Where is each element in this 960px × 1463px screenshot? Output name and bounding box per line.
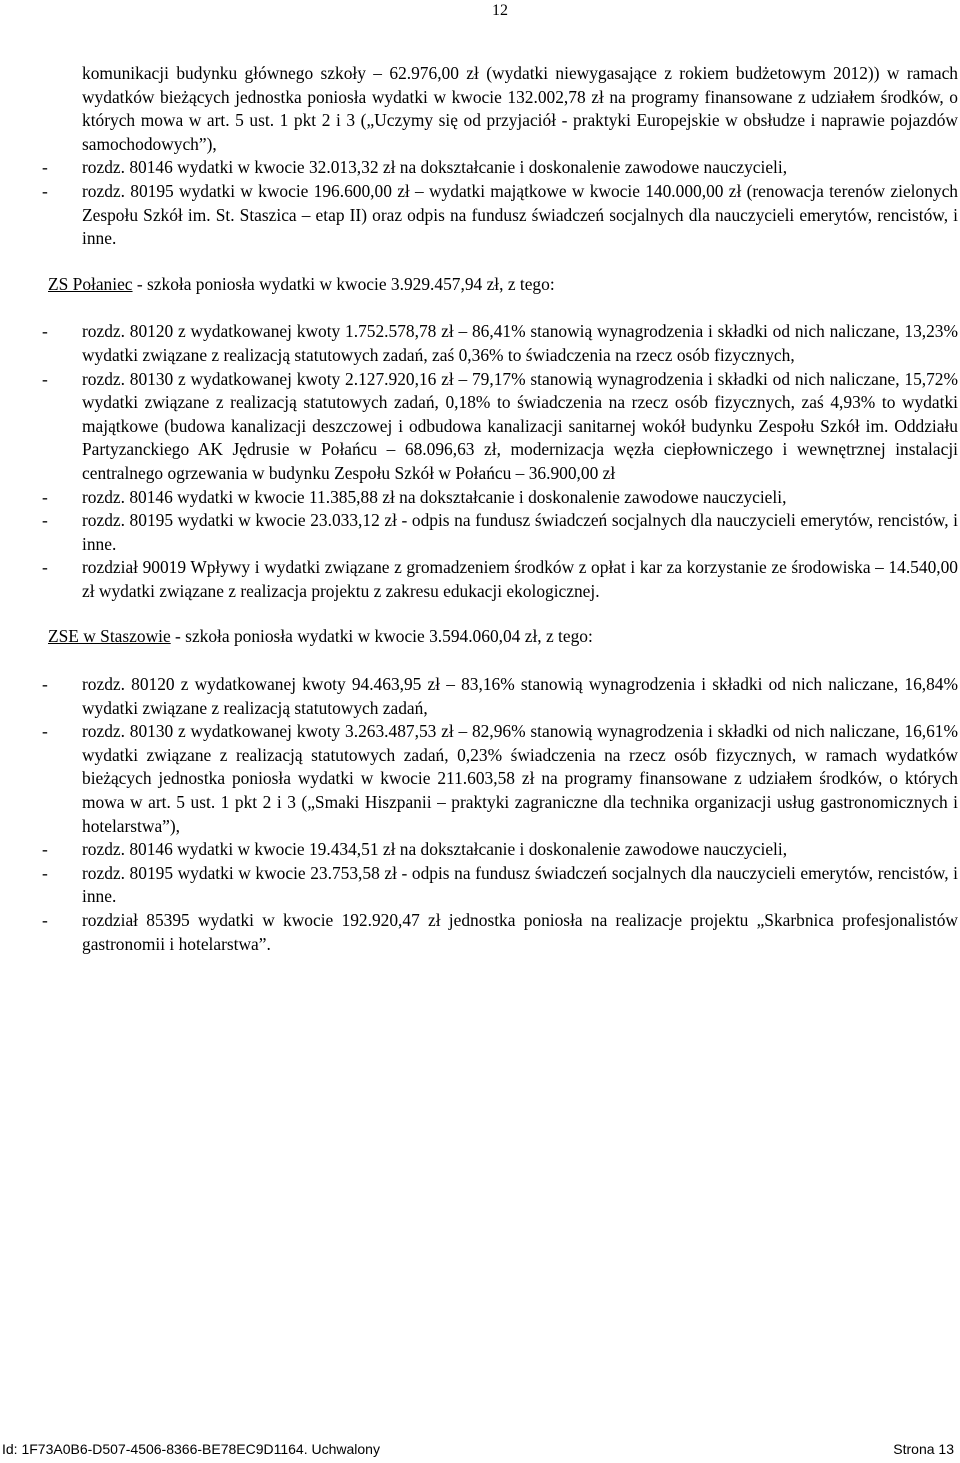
- list-item: - rozdz. 80146 wydatki w kwocie 19.434,51 zł na dokształcanie i doskonalenie zawodowe nauczycieli,: [40, 838, 958, 862]
- section2-list: [40, 673, 958, 956]
- page-number: 12: [492, 2, 508, 19]
- school-name: ZS Połaniec: [48, 273, 133, 294]
- list-item: - rozdz. 80130 z wydatkowanej kwoty 2.127.920,16 zł – 79,17% stanowią wynagrodzenia i składki od nich naliczane, 15,72% wydatki związane z realizacją statutowych zadań, 0,18% to świadczenia na rzecz osób fizycznych, zaś 4,93% to wydatki majątkowe (budowa kanalizacji deszczowej i odbudowa kanalizacji sanitarnej wokół budynku Zespołu Szkół im. Oddziału Partyzanckiego AK Jędrusie w Połańcu – 68.096,63 zł, modernizacja węzła ciepłowniczego i wewnętrznej instalacji centralnego ogrzewania w budynku Zespołu Szkół w Połańcu – 36.900,00 zł: [40, 368, 958, 486]
- section-heading-zse-staszow: [48, 625, 958, 649]
- list-item: - rozdz. 80146 wydatki w kwocie 11.385,88 zł na dokształcanie i doskonalenie zawodowe nauczycieli,: [40, 486, 958, 510]
- section-summary: - szkoła poniosła wydatki w kwocie 3.594.060,04 zł, z tego:: [170, 626, 593, 647]
- footer-page-number: Strona 13: [893, 1441, 954, 1457]
- intro-paragraph: komunikacji budynku głównego szkoły – 62.976,00 zł (wydatki niewygasające z rokiem budżetowym 2012)) w ramach wydatków bieżących jednostka poniosła wydatki w kwocie 132.002,78 zł na programy finansowane z udziałem środków, o których mowa w art. 5 ust. 1 pkt 2 i 3 („Uczymy się od przyjaciół - praktyki Europejskie w obsłudze i naprawie pojazdów samochodowych”),: [82, 63, 958, 154]
- section1-list: [40, 320, 958, 603]
- list-item: - rozdz. 80195 wydatki w kwocie 196.600,00 zł – wydatki majątkowe w kwocie 140.000,00 zł (renowacja terenów zielonych Zespołu Szkół im. St. Staszica – etap II) oraz odpis na fundusz świadczeń socjalnych dla nauczycieli emerytów, rencistów, i inne.: [40, 180, 958, 251]
- list-item: - rozdz. 80195 wydatki w kwocie 23.753,58 zł - odpis na fundusz świadczeń socjalnych dla nauczycieli emerytów, rencistów, i inne.: [40, 862, 958, 909]
- school-name: ZSE w Staszowie: [48, 626, 171, 647]
- list-item: - rozdz. 80130 z wydatkowanej kwoty 3.263.487,53 zł – 82,96% stanowią wynagrodzenia i składki od nich naliczane, 16,61% wydatki związane z realizacją statutowych zadań, 0,23% świadczenia na rzecz osób fizycznych, w ramach wydatków bieżących jednostka poniosła wydatki w kwocie 211.603,58 zł na programy finansowane z udziałem środków, o których mowa w art. 5 ust. 1 pkt 2 i 3 („Smaki Hiszpanii – praktyki zagraniczne dla technika organizacji usług gastronomicznych i hotelarstwa”),: [40, 720, 958, 838]
- document-id: Id: 1F73A0B6-D507-4506-8366-BE78EC9D1164. Uchwalony: [2, 1441, 380, 1457]
- list-item: - rozdz. 80120 z wydatkowanej kwoty 1.752.578,78 zł – 86,41% stanowią wynagrodzenia i składki od nich naliczane, 13,23% wydatki związane z realizacją statutowych zadań, zaś 0,36% to świadczenia na rzecz osób fizycznych,: [40, 320, 958, 367]
- intro-list: [40, 156, 958, 250]
- list-item: - rozdział 85395 wydatki w kwocie 192.920,47 zł jednostka poniosła na realizacje projektu „Skarbnica profesjonalistów gastronomii i hotelarstwa”.: [40, 909, 958, 956]
- list-item: - rozdz. 80146 wydatki w kwocie 32.013,32 zł na dokształcanie i doskonalenie zawodowe nauczycieli,: [40, 156, 958, 180]
- section-heading-zs-polaniec: [48, 273, 958, 297]
- list-item: - rozdz. 80195 wydatki w kwocie 23.033,12 zł - odpis na fundusz świadczeń socjalnych dla nauczycieli emerytów, rencistów, i inne.: [40, 509, 958, 556]
- section-summary: - szkoła poniosła wydatki w kwocie 3.929.457,94 zł, z tego:: [132, 273, 555, 294]
- list-item: - rozdz. 80120 z wydatkowanej kwoty 94.463,95 zł – 83,16% stanowią wynagrodzenia i składki od nich naliczane, 16,84% wydatki związane z realizacją statutowych zadań,: [40, 673, 958, 720]
- list-item: - rozdział 90019 Wpływy i wydatki związane z gromadzeniem środków z opłat i kar za korzystanie ze środowiska – 14.540,00 zł wydatki związane z realizacja projektu z zakresu edukacji ekologicznej.: [40, 556, 958, 603]
- document-body: [40, 62, 958, 956]
